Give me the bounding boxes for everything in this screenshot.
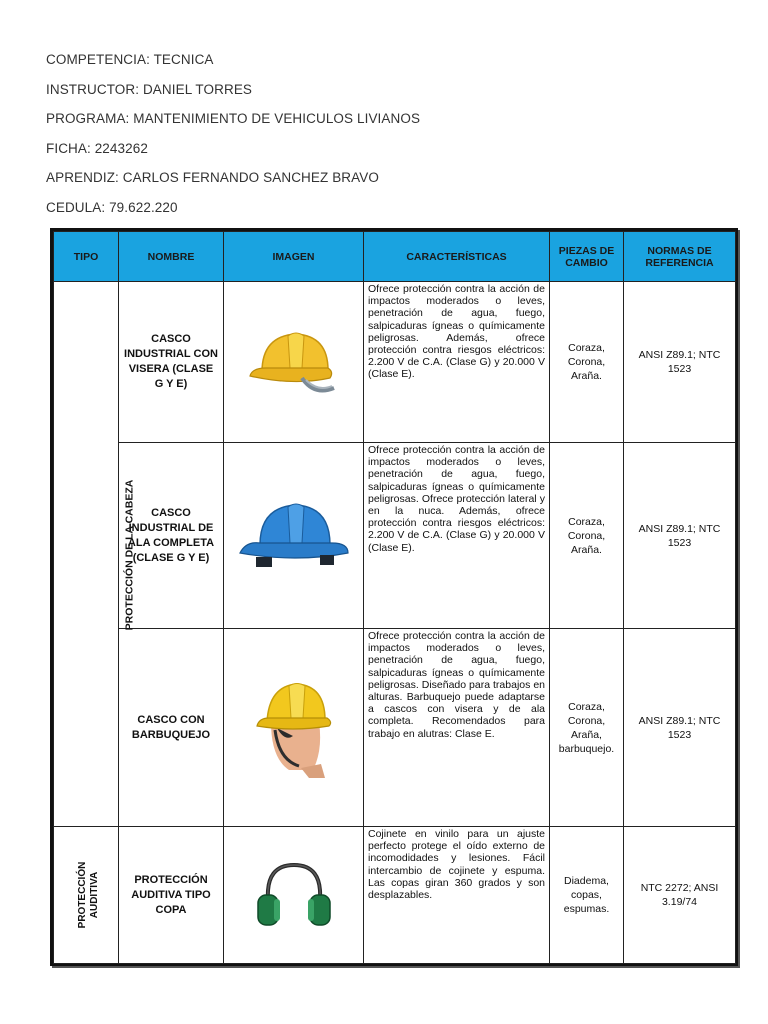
yellow-hard-hat-icon [244,322,344,402]
cedula-line: CEDULA: 79.622.220 [46,199,178,215]
imagen-cell [224,282,364,443]
ppe-table-frame [50,228,738,966]
normas-cell: ANSI Z89.1; NTC 1523 [624,629,736,827]
document-header [46,50,420,228]
tipo-label-auditiva: PROTECCIÓN AUDITIVA [77,861,100,928]
tipo-cell-auditiva [54,827,119,964]
piezas-cell: Coraza, Corona, Araña. [550,282,624,443]
worker-with-chin-strap-helmet-icon [249,678,339,778]
column-header-tipo: TIPO [54,232,119,282]
caracteristicas-cell: Cojinete en vinilo para un ajuste perfecto protege el oído externo de incomodidades y lesiones. Fácil intercambio de cojinete y espuma. Las copas giran 360 grados y son desplazables. [364,827,550,964]
table-row [54,629,736,827]
aprendiz-line: APRENDIZ: CARLOS FERNANDO SANCHEZ BRAVO [46,170,379,186]
earmuffs-icon [254,859,334,931]
piezas-cell: Coraza, Corona, Araña, barbuquejo. [550,629,624,827]
programa-line: PROGRAMA: MANTENIMIENTO DE VEHICULOS LIVIANOS [46,111,421,127]
ppe-table [53,231,736,964]
piezas-cell: Diadema, copas, espumas. [550,827,624,964]
normas-cell: ANSI Z89.1; NTC 1523 [624,282,736,443]
imagen-cell [224,629,364,827]
blue-full-brim-hard-hat-icon [236,493,352,579]
instructor-line: INSTRUCTOR: DANIEL TORRES [46,81,253,97]
competencia-line: COMPETENCIA: TECNICA [46,52,214,67]
nombre-cell: CASCO INDUSTRIAL DE ALA COMPLETA (CLASE G Y E) [119,443,224,629]
imagen-cell [224,827,364,964]
column-header-piezas: PIEZAS DE CAMBIO [550,232,624,282]
table-header-row [54,232,736,282]
table-row [54,443,736,629]
caracteristicas-cell: Ofrece protección contra la acción de impactos moderados o leves, penetración de agua, fuego, salpicaduras ígneas o químicamente peligrosas. Ofrece protección lateral y en la nuca. Además, ofrece protección contra riesgos eléctricos: 2.200 V de C.A. (Clase G) y 20.000 V (Clase E). [364,443,550,629]
caracteristicas-cell: Ofrece protección contra la acción de impactos moderados o leves, penetración de agua, fuego, salpicaduras ígneas o químicamente peligrosas. Además, ofrece protección contra riesgos eléctricos: 2.200 V de C.A. (Clase G) y 20.000 V (Clase E). [364,282,550,443]
column-header-imagen: IMAGEN [224,232,364,282]
nombre-cell: CASCO CON BARBUQUEJO [119,629,224,827]
caracteristicas-cell: Ofrece protección contra la acción de impactos moderados o leves, penetración de agua, fuego, salpicaduras ígneas o químicamente peligrosas. Diseñado para trabajos en alturas. Barbuquejo puede adaptarse a cascos con visera y de ala completa. Recomendados para trabajo en alutras: Clase E. [364,629,550,827]
column-header-normas: NORMAS DE REFERENCIA [624,232,736,282]
normas-cell: NTC 2272; ANSI 3.19/74 [624,827,736,964]
normas-cell: ANSI Z89.1; NTC 1523 [624,443,736,629]
column-header-caracteristicas: CARACTERÍSTICAS [364,232,550,282]
piezas-cell: Coraza, Corona, Araña. [550,443,624,629]
imagen-cell [224,443,364,629]
nombre-cell: CASCO INDUSTRIAL CON VISERA (CLASE G Y E) [119,282,224,443]
ficha-line: FICHA: 2243262 [46,140,148,156]
column-header-nombre: NOMBRE [119,232,224,282]
table-row [54,282,736,443]
table-row [54,827,736,964]
tipo-cell-cabeza [54,282,136,827]
nombre-cell: PROTECCIÓN AUDITIVA TIPO COPA [119,827,224,964]
tipo-label-cabeza: PROTECCIÓN DE LA CABEZA [123,479,136,631]
